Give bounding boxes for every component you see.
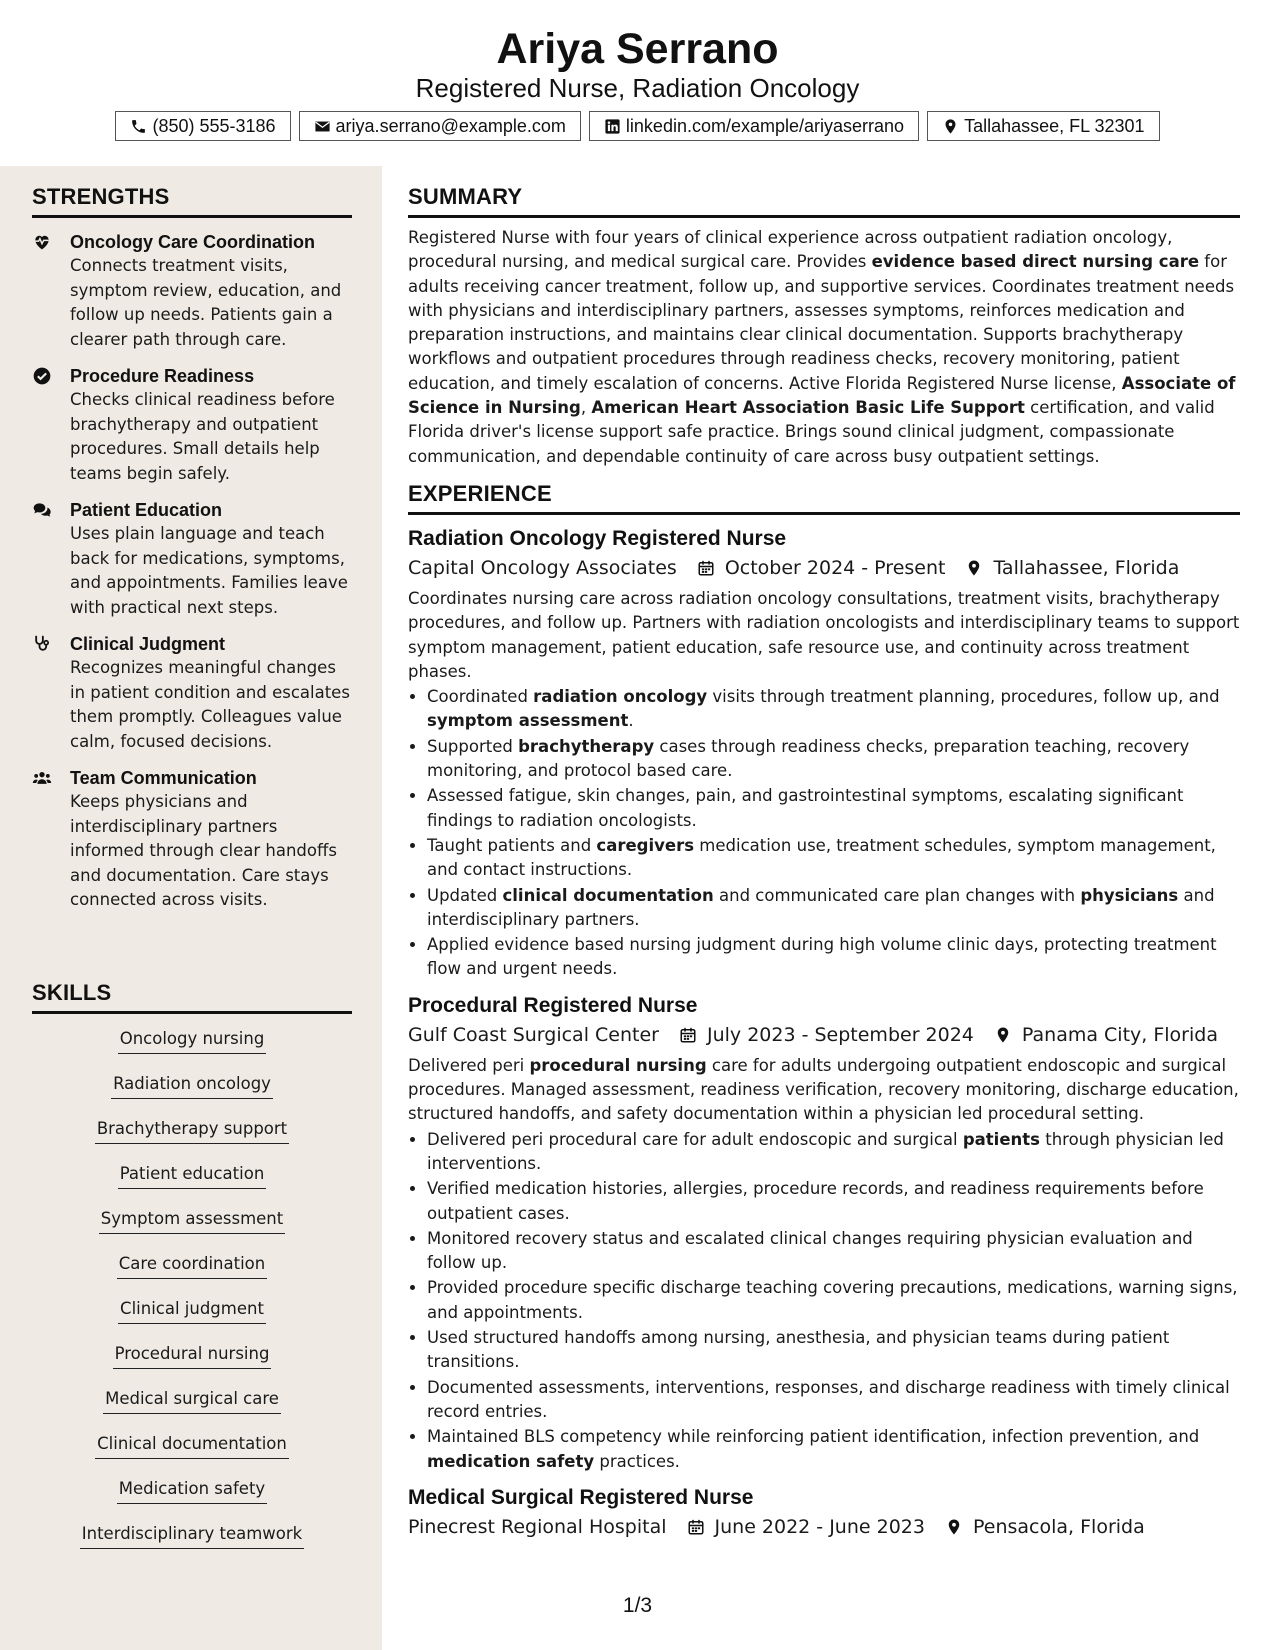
job-location: Tallahassee, Florida	[993, 557, 1180, 579]
skill-label: Radiation oncology	[111, 1073, 273, 1099]
contact-location[interactable]	[927, 111, 1159, 141]
text-run: Monitored recovery status and escalated clinical changes requiring physician evaluation and follow up.	[427, 1228, 1193, 1273]
experience-heading: EXPERIENCE	[408, 481, 1240, 515]
text-run: Delivered peri procedural care for adult endoscopic and surgical	[427, 1129, 963, 1149]
envelope-icon	[314, 118, 331, 135]
contact-email[interactable]	[299, 111, 581, 141]
strength-text: Uses plain language and teach back for medications, symptoms, and appointments. Families leave with practical next steps.	[70, 524, 348, 617]
job-title: Procedural Registered Nurse	[408, 993, 698, 1017]
strengths-section	[32, 184, 352, 913]
skill-label: Medical surgical care	[103, 1388, 281, 1414]
contact-phone[interactable]	[115, 111, 290, 141]
bullet-item	[427, 1177, 1240, 1226]
bold-phrase: brachytherapy	[518, 736, 655, 756]
bullet-item	[427, 834, 1240, 883]
page-number: 1/3	[622, 1594, 653, 1617]
bold-phrase: Associate of Science in Nursing	[408, 373, 1236, 418]
bold-phrase: medication safety	[427, 1451, 595, 1471]
text-run: Provided procedure specific discharge teaching covering precautions, medications, warning signs, and appointments.	[427, 1278, 1238, 1322]
text-run: Coordinates nursing care across radiation oncology consultations, treatment visits, brachytherapy procedures, and follow up. Partners with radiation oncologists and interdisciplinary teams to support symptom management, patient education, safe resource use, and continuity across treatment phases.	[408, 589, 1240, 681]
text-run: ,	[580, 398, 592, 418]
text-run: cases through readiness checks, preparation teaching, recovery monitoring, and protocol based care.	[427, 736, 1190, 781]
strength-text: Connects treatment visits, symptom review, education, and follow up needs. Patients gain a clearer path through care.	[70, 256, 342, 349]
job-entry	[408, 525, 1240, 982]
job-location: Pensacola, Florida	[972, 1515, 1145, 1538]
job-title: Radiation Oncology Registered Nurse	[408, 527, 787, 550]
job-employer: Pinecrest Regional Hospital	[408, 1515, 667, 1538]
skill-item	[32, 1478, 352, 1523]
comments-icon	[32, 500, 52, 520]
text-run: Applied evidence based nursing judgment during high volume clinic days, protecting treatment flow and urgent needs.	[427, 935, 1217, 979]
contact-location-text: Tallahassee, FL 32301	[964, 116, 1145, 136]
skill-item	[32, 1523, 352, 1568]
map-pin-icon	[942, 118, 959, 135]
strength-title: Procedure Readiness	[70, 366, 255, 386]
text-run: Taught patients and	[427, 835, 597, 855]
bullet-item	[427, 1326, 1240, 1375]
job-meta	[408, 1020, 1240, 1050]
skill-item	[32, 1073, 352, 1118]
strength-item	[32, 632, 352, 754]
contact-phone-text: (850) 555-3186	[152, 116, 276, 136]
skill-label: Procedural nursing	[113, 1343, 272, 1369]
skill-label: Care coordination	[117, 1253, 267, 1279]
experience-section	[408, 481, 1240, 1546]
contact-linkedin[interactable]	[589, 111, 919, 141]
bold-phrase: patients	[962, 1129, 1040, 1149]
skill-item	[32, 1433, 352, 1478]
bullet-item	[427, 1276, 1240, 1325]
strength-text: Recognizes meaningful changes in patient condition and escalates them promptly. Colleagues value calm, focused decisions.	[70, 658, 350, 751]
strength-title: Team Communication	[70, 768, 257, 788]
text-run: Assessed fatigue, skin changes, pain, and gastrointestinal symptoms, escalating significant findings to radiation oncologists.	[427, 786, 1184, 830]
check-circle-icon	[32, 366, 52, 386]
resume-header	[0, 0, 1275, 166]
text-run: visits through treatment planning, procedures, follow up, and	[707, 687, 1220, 707]
strength-title: Oncology Care Coordination	[70, 232, 316, 252]
phone-icon	[130, 118, 147, 135]
users-icon	[32, 768, 52, 788]
job-meta	[408, 1512, 1240, 1542]
job-entry	[408, 1484, 1240, 1542]
bold-phrase: radiation oncology	[533, 687, 708, 707]
strengths-heading: STRENGTHS	[32, 184, 352, 218]
job-bullets	[408, 1128, 1240, 1474]
text-run: Maintained BLS competency while reinforcing patient identification, infection prevention, and	[427, 1427, 1200, 1447]
bullet-item	[427, 1425, 1240, 1474]
skill-item	[32, 1028, 352, 1073]
strength-item	[32, 766, 352, 913]
bullet-item	[427, 685, 1240, 734]
skill-label: Symptom assessment	[99, 1208, 285, 1234]
text-run: .	[628, 711, 634, 731]
job-description	[408, 1054, 1240, 1127]
bold-phrase: evidence based direct nursing care	[871, 252, 1200, 272]
skill-label: Clinical judgment	[118, 1298, 266, 1324]
text-run: practices.	[594, 1451, 680, 1471]
job-entry	[408, 992, 1240, 1474]
job-dates: October 2024 - Present	[724, 557, 946, 579]
contact-linkedin-text: linkedin.com/example/ariyaserrano	[625, 116, 905, 136]
summary-section	[408, 184, 1240, 469]
text-run: care for adults undergoing outpatient endoscopic and surgical procedures. Managed assessment, readiness verification, recovery monitoring, discharge education, structured handoffs, and safety documentation within a physician led procedural setting.	[408, 1055, 1239, 1124]
contact-email-text: ariya.serrano@example.com	[335, 116, 566, 136]
bold-phrase: clinical documentation	[502, 885, 714, 905]
skill-label: Interdisciplinary teamwork	[80, 1523, 305, 1549]
skill-item	[32, 1298, 352, 1343]
bold-phrase: caregivers	[596, 835, 695, 855]
skill-label: Clinical documentation	[95, 1433, 289, 1459]
contact-bar	[0, 111, 1275, 141]
text-run: Used structured handoffs among nursing, anesthesia, and physician teams during patient transitions.	[427, 1328, 1170, 1372]
skill-item	[32, 1118, 352, 1163]
calendar-icon	[687, 1518, 705, 1536]
text-run: certification, and valid Florida driver's license support safe practice. Brings sound clinical judgment, compassionate communication, and dependable continuity of care across busy outpatient settings.	[408, 398, 1215, 466]
skill-label: Brachytherapy support	[95, 1118, 289, 1144]
text-run: Registered Nurse with four years of clinical experience across outpatient radiation oncology, procedural nursing, and medical surgical care. Provides	[408, 228, 1173, 272]
text-run: through physician led interventions.	[427, 1129, 1224, 1173]
sidebar	[0, 166, 382, 1650]
text-run: for adults receiving cancer treatment, follow up, and supportive services. Coordinates treatment needs with physicians and interdisciplinary partners, assesses symptoms, reinforces medication and preparation instructions, and maintains clear clinical documentation. Supports brachytherapy workflows and outpatient procedures through readiness checks, recovery monitoring, patient education, and timely escalation of concerns. Active Florida Registered Nurse license,	[408, 252, 1235, 393]
map-pin-icon	[945, 1518, 963, 1536]
bullet-item	[427, 933, 1240, 982]
job-title: Medical Surgical Registered Nurse	[408, 1485, 754, 1509]
strength-title: Patient Education	[70, 500, 223, 520]
bullet-item	[427, 1227, 1240, 1276]
text-run: Verified medication histories, allergies, procedure records, and readiness requirements before outpatient cases.	[427, 1179, 1204, 1223]
skill-label: Oncology nursing	[118, 1028, 267, 1054]
skill-item	[32, 1163, 352, 1208]
job-dates: July 2023 - September 2024	[706, 1023, 974, 1046]
bullet-item	[427, 735, 1240, 784]
skill-item	[32, 1253, 352, 1298]
summary-text	[408, 226, 1240, 469]
skill-item	[32, 1343, 352, 1388]
strength-item	[32, 364, 352, 486]
strength-item	[32, 498, 352, 620]
job-location: Panama City, Florida	[1021, 1023, 1218, 1046]
text-run: Supported	[427, 736, 519, 756]
bullet-item	[427, 784, 1240, 833]
job-bullets	[408, 685, 1240, 982]
strength-title: Clinical Judgment	[70, 634, 226, 654]
text-run: Delivered peri	[408, 1055, 530, 1075]
job-description	[408, 587, 1240, 684]
linkedin-icon	[604, 118, 621, 135]
skills-section	[32, 980, 352, 1568]
strength-text: Keeps physicians and interdisciplinary partners informed through clear handoffs and documentation. Care stays connected across visits.	[70, 792, 337, 909]
bold-phrase: symptom assessment	[427, 711, 629, 731]
job-employer: Gulf Coast Surgical Center	[408, 1023, 659, 1046]
bold-phrase: American Heart Association Basic Life Support	[591, 398, 1025, 418]
map-pin-icon	[965, 559, 983, 577]
job-dates: June 2022 - June 2023	[714, 1515, 925, 1538]
text-run: and interdisciplinary partners.	[427, 885, 1215, 929]
map-pin-icon	[994, 1026, 1012, 1044]
main-content	[408, 166, 1240, 1650]
text-run: Updated	[427, 885, 503, 905]
strength-text: Checks clinical readiness before brachytherapy and outpatient procedures. Small details help teams begin safely.	[70, 390, 335, 483]
summary-heading: SUMMARY	[408, 184, 1240, 218]
bullet-item	[427, 884, 1240, 933]
job-meta	[408, 553, 1240, 583]
candidate-title: Registered Nurse, Radiation Oncology	[415, 73, 860, 103]
bold-phrase: physicians	[1080, 885, 1179, 905]
strength-item	[32, 230, 352, 352]
job-list	[408, 525, 1240, 1542]
bullet-item	[427, 1376, 1240, 1425]
stethoscope-icon	[32, 634, 52, 654]
skill-label: Medication safety	[117, 1478, 267, 1504]
bullet-item	[427, 1128, 1240, 1177]
text-run: Documented assessments, interventions, responses, and discharge readiness with timely clinical record entries.	[427, 1377, 1230, 1421]
calendar-icon	[697, 559, 715, 577]
heartbeat-icon	[32, 232, 52, 252]
job-employer: Capital Oncology Associates	[408, 557, 677, 579]
text-run: and communicated care plan changes with	[713, 885, 1081, 905]
skill-label: Patient education	[118, 1163, 267, 1189]
bold-phrase: procedural nursing	[529, 1055, 707, 1075]
skills-list	[32, 1028, 352, 1568]
text-run: medication use, treatment schedules, symptom management, and contact instructions.	[427, 835, 1216, 880]
skills-heading: SKILLS	[32, 980, 352, 1014]
calendar-icon	[679, 1026, 697, 1044]
candidate-name: Ariya Serrano	[496, 25, 779, 73]
text-run: Coordinated	[427, 687, 534, 707]
skill-item	[32, 1388, 352, 1433]
skill-item	[32, 1208, 352, 1253]
